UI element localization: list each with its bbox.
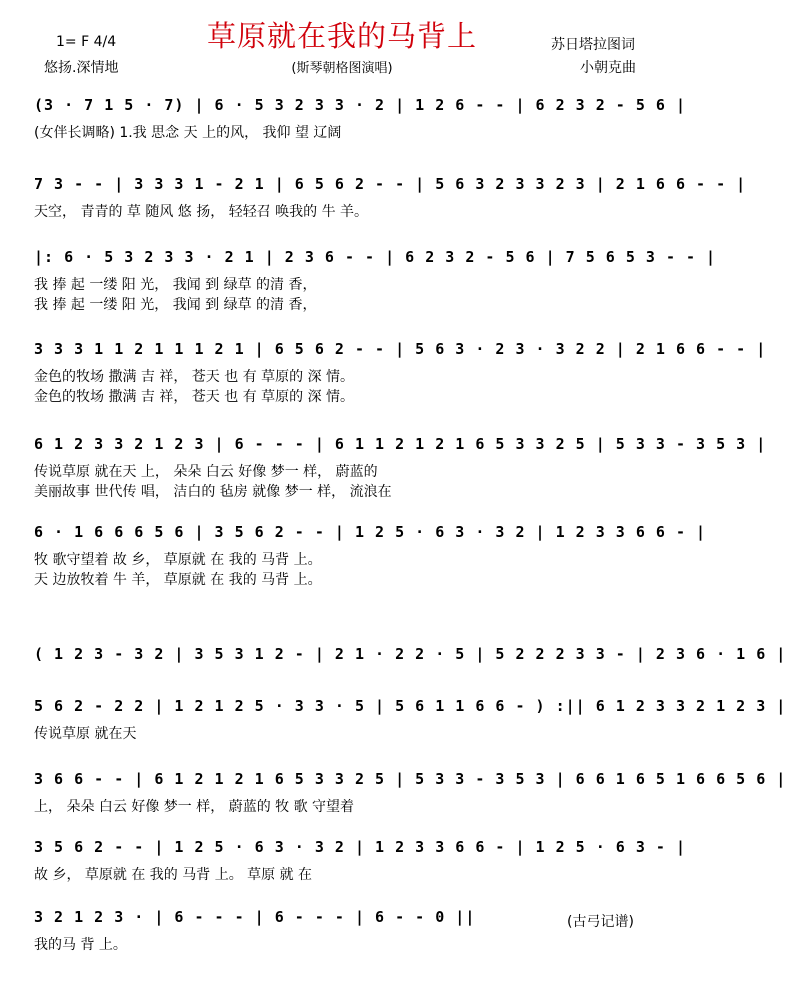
notation-line: ( 1 2 3 - 3 2 | 3 5 3 1 2 - | 2 1 · 2 2 · 5 | 5 2 2 2 3 3 - | 2 3 6 · 1 6 | [34, 645, 786, 663]
lyric-line: 故 乡， 草原就 在 我的 马背 上。 草原 就 在 [34, 867, 313, 883]
staff-row [34, 908, 659, 968]
lyric-line: 天空， 青青的 草 随风 悠 扬， 轻轻召 唤我的 牛 羊。 [34, 204, 369, 220]
notation-line: 6 · 1 6 6 6 5 6 | 3 5 6 2 - - | 1 2 5 · 6 3 · 3 2 | 1 2 3 3 6 6 - | [34, 523, 707, 541]
lyric-line: (女伴长调略) 1.我 思念 天 上的风， 我仰 望 辽阔 [34, 125, 342, 141]
lyric-line: 我的马 背 上。 [34, 937, 127, 953]
notation-line: 3 2 1 2 3 · | 6 - - - | 6 - - - | 6 - - 0 || [34, 908, 476, 926]
lyric-line: 美丽故事 世代传 唱， 洁白的 毡房 就像 梦一 样， 流浪在 [34, 484, 392, 500]
composer: 小朝克曲 [580, 60, 636, 76]
staff-row [34, 770, 786, 830]
lyric-line: 传说草原 就在天 上， 朵朵 白云 好像 梦一 样， 蔚蓝的 [34, 464, 378, 480]
tempo-marking: 悠扬.深情地 [44, 60, 119, 76]
staff-row [34, 340, 767, 405]
notation-line: 7 3 - - | 3 3 3 1 - 2 1 | 6 5 6 2 - - | 5 6 3 2 3 3 2 3 | 2 1 6 6 - - | [34, 175, 747, 193]
notation-line: |: 6 · 5 3 2 3 3 · 2 1 | 2 3 6 - - | 6 2 3 2 - 5 6 | 7 5 6 5 3 - - | [34, 248, 717, 266]
staff-row [34, 175, 747, 235]
notation-line: 6 1 2 3 3 2 1 2 3 | 6 - - - | 6 1 1 2 1 2 1 6 5 3 3 2 5 | 5 3 3 - 3 5 3 | [34, 435, 767, 453]
notation-line: 3 6 6 - - | 6 1 2 1 2 1 6 5 3 3 2 5 | 5 3 3 - 3 5 3 | 6 6 1 6 5 1 6 6 5 6 | [34, 770, 786, 788]
lyricist: 苏日塔拉图词 [551, 37, 635, 53]
song-title: 草原就在我的马背上 [206, 19, 477, 53]
lyric-line: 我 捧 起 一缕 阳 光， 我闻 到 绿草 的清 香， [34, 277, 317, 293]
staff-row [34, 248, 717, 313]
lyric-line: 上， 朵朵 白云 好像 梦一 样， 蔚蓝的 牧 歌 守望着 [34, 799, 355, 815]
notation-line: 5 6 2 - 2 2 | 1 2 1 2 5 · 3 3 · 5 | 5 6 1 1 6 6 - ) :|| 6 1 2 3 3 2 1 2 3 | [34, 697, 786, 715]
staff-row [34, 838, 686, 898]
staff-row [34, 435, 767, 500]
transcriber-credit: (古弓记谱) [567, 914, 634, 930]
key-signature: 1= F 4/4 [56, 34, 117, 50]
lyric-line: 传说草原 就在天 [34, 726, 137, 742]
lyric-line: 金色的牧场 撒满 吉 祥， 苍天 也 有 草原的 深 情。 [34, 389, 355, 405]
lyric-line: 我 捧 起 一缕 阳 光， 我闻 到 绿草 的清 香， [34, 297, 317, 313]
staff-row [34, 697, 786, 757]
lyric-line: 牧 歌守望着 故 乡， 草原就 在 我的 马背 上。 [34, 552, 322, 568]
staff-row [34, 523, 707, 588]
lyric-line: 天 边放牧着 牛 羊， 草原就 在 我的 马背 上。 [34, 572, 322, 588]
notation-line: 3 3 3 1 1 2 1 1 1 2 1 | 6 5 6 2 - - | 5 6 3 · 2 3 · 3 2 2 | 2 1 6 6 - - | [34, 340, 767, 358]
performer: (斯琴朝格图演唱) [291, 61, 393, 76]
notation-line: 3 5 6 2 - - | 1 2 5 · 6 3 · 3 2 | 1 2 3 3 6 6 - | 1 2 5 · 6 3 - | [34, 838, 686, 856]
staff-row [34, 645, 786, 705]
lyric-line: 金色的牧场 撒满 吉 祥， 苍天 也 有 草原的 深 情。 [34, 369, 355, 385]
notation-line: (3 · 7 1 5 · 7) | 6 · 5 3 2 3 3 · 2 | 1 2 6 - - | 6 2 3 2 - 5 6 | [34, 96, 686, 114]
staff-row [34, 96, 686, 156]
